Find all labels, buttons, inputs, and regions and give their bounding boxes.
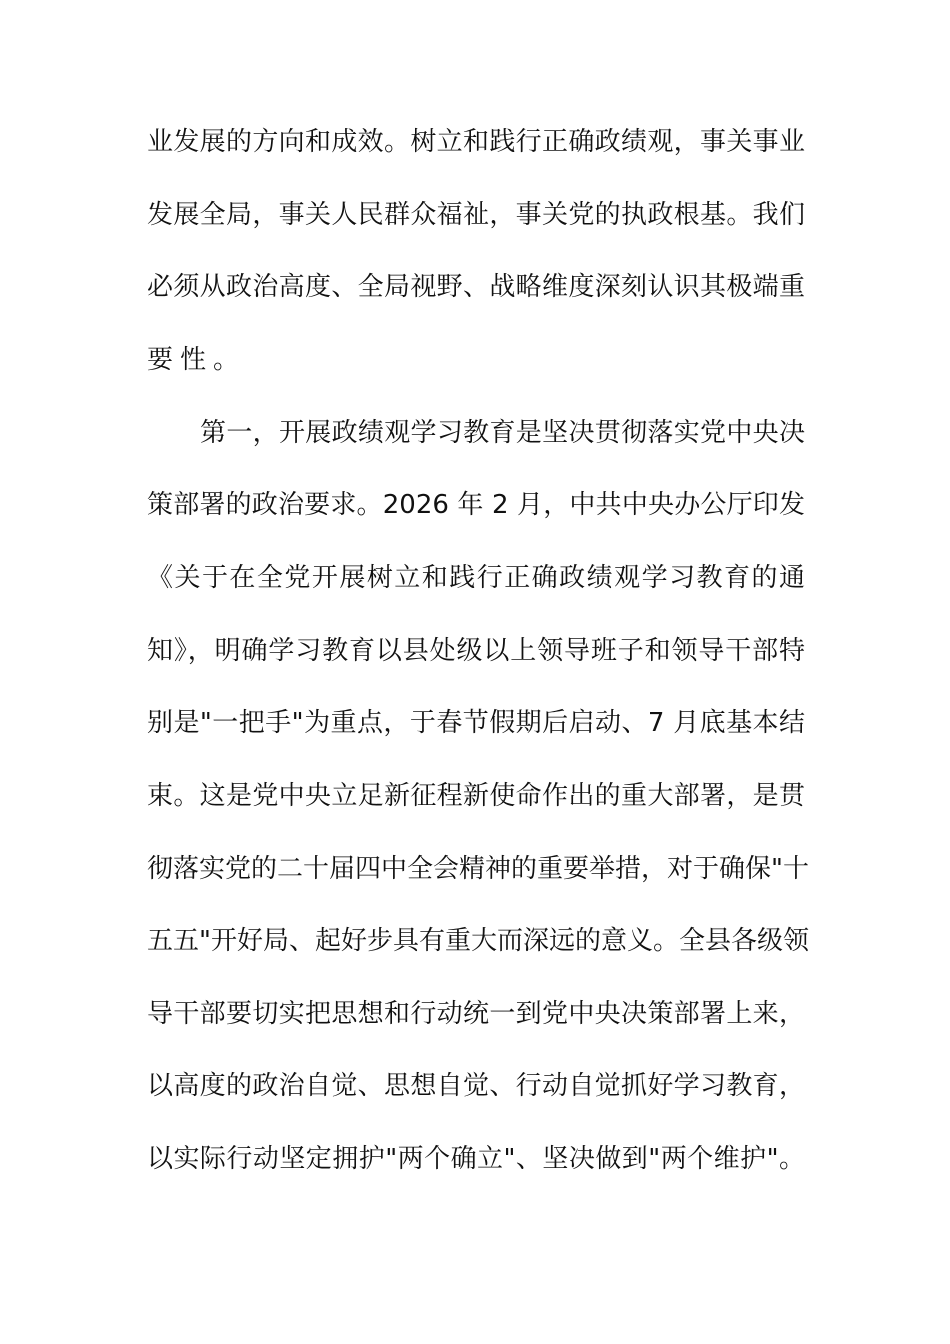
paragraph-line: 要性。 [147,345,247,375]
paragraph-line: 业发展的方向和成效。树立和践行正确政绩观，事关事业 [147,127,805,157]
paragraph-line: 彻落实党的二十届四中全会精神的重要举措，对于确保"十 [147,854,809,884]
paragraph-line: 束。这是党中央立足新征程新使命作出的重大部署，是贯 [147,781,805,811]
paragraph-line: 必须从政治高度、全局视野、战略维度深刻认识其极端重 [147,272,805,302]
paragraph-line: 《关于在全党开展树立和践行正确政绩观学习教育的通 [147,563,805,593]
paragraph-line: 五五"开好局、起好步具有重大而深远的意义。全县各级领 [147,926,809,956]
paragraph-line: 导干部要切实把思想和行动统一到党中央决策部署上来， [147,999,805,1029]
paragraph-line: 以实际行动坚定拥护"两个确立"、坚决做到"两个维护"。 [147,1144,805,1174]
paragraph-line: 发展全局，事关人民群众福祉，事关党的执政根基。我们 [147,200,805,230]
paragraph-line: 知》，明确学习教育以县处级以上领导班子和领导干部特 [147,636,805,666]
paragraph-line: 以高度的政治自觉、思想自觉、行动自觉抓好学习教育， [147,1071,805,1101]
paragraph-line: 别是"一把手"为重点，于春节假期后启动、7 月底基本结 [147,708,805,738]
paragraph-line: 第一，开展政绩观学习教育是坚决贯彻落实党中央决 [200,418,805,448]
paragraph-line: 策部署的政治要求。2026 年 2 月，中共中央办公厅印发 [147,490,805,520]
